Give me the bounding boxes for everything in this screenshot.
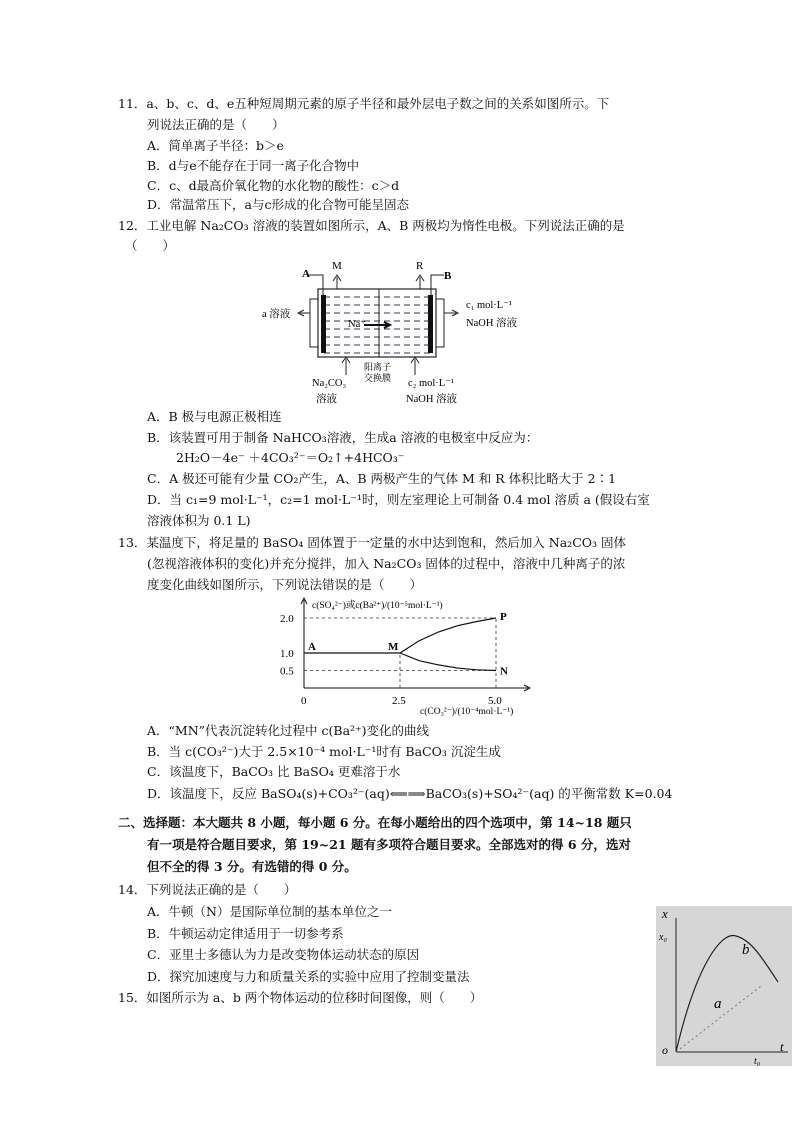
q14-option-c: C．亚里士多德认为力是改变物体运动状态的原因 (147, 947, 420, 962)
q13-option-d: D．该温度下，反应 BaSO₄(s)+CO₃²⁻(aq)⟸⟹BaCO₃(s)+SO₄²⁻(aq) 的平衡常数 K=0.04 (147, 786, 673, 801)
y-tick-label: 0.5 (280, 665, 294, 678)
q11-option-c: C．c、d最高价氧化物的水化物的酸性：c＞d (147, 178, 400, 193)
label-a-line: a (714, 996, 722, 1012)
y-tick-label: 2.0 (280, 613, 294, 625)
q13-option-c: C．该温度下，BaCO₃ 比 BaSO₄ 更难溶于水 (147, 764, 401, 779)
label-origin: o (662, 1043, 668, 1057)
label-t0: t₀ (754, 1056, 761, 1067)
q11-option-d: D．常温常压下，a与c形成的化合物可能呈固态 (147, 197, 409, 212)
label-b-curve: b (742, 942, 750, 958)
label-naoh-in: NaOH 溶液 (406, 394, 458, 405)
label-membrane-2: 交换膜 (364, 373, 392, 383)
q11-stem-line1: 11．a、b、c、d、e五种短周期元素的原子半径和最外层电子数之间的关系如图所示。下 (118, 96, 610, 111)
label-na2co3: Na₂CO₃ (312, 378, 347, 389)
q13-option-a: A．“MN”代表沉淀转化过程中 c(Ba²⁺)变化的曲线 (147, 723, 430, 738)
q14-option-b: B．牛顿运动定律适用于一切参考系 (147, 926, 344, 941)
label-b: B (444, 270, 452, 282)
q14-stem: 14．下列说法正确的是（ ） (118, 882, 297, 897)
section2-line3: 但不全的得 3 分。有选错的得 0 分。 (147, 859, 357, 874)
label-solution: 溶液 (316, 394, 337, 405)
q12-stem-line1: 12．工业电解 Na₂CO₃ 溶液的装置如图所示，A、B 两极均为惰性电极。下列说法正确的是 (118, 218, 625, 233)
series-mp (400, 618, 496, 653)
electrode-b (428, 295, 433, 353)
x-tick-label: 5.0 (488, 695, 502, 707)
q11-option-b: B．d与e不能存在于同一离子化合物中 (147, 158, 360, 173)
section2-line1: 二、选择题：本大题共 8 小题，每小题 6 分。在每小题给出的四个选项中，第 14~18 题只 (118, 815, 632, 830)
displacement-time-figure (656, 906, 792, 1066)
q12-option-d-line1: D．当 c₁=9 mol·L⁻¹，c₂=1 mol·L⁻¹时，则左室理论上可制备 0.4 mol 溶质 a (假设右室 (147, 492, 650, 507)
q12-stem-line2: （ ） (125, 238, 176, 253)
y-tick-label: 1.0 (280, 648, 294, 660)
label-r: R (416, 260, 424, 272)
q14-option-d: D．探究加速度与力和质量关系的实验中应用了控制变量法 (147, 969, 470, 984)
label-naoh-out: NaOH 溶液 (466, 318, 518, 329)
point-label-a: A (308, 641, 316, 653)
x-axis-label: c(CO₃²⁻)/(10⁻⁴mol·L⁻¹) (420, 707, 514, 717)
q15-stem: 15．如图所示为 a、b 两个物体运动的位移时间图像，则（ ） (118, 990, 483, 1005)
q13-stem-line3: 度变化曲线如图所示，下列说法错误的是（ ） (147, 577, 423, 592)
q14-option-a: A．牛顿（N）是国际单位制的基本单位之一 (147, 904, 392, 919)
label-m: M (332, 260, 342, 272)
label-a: A (302, 268, 310, 280)
y-axis-label: c(SO₄²⁻)或c(Ba²⁺)/(10⁻⁵mol·L⁻¹) (312, 601, 443, 611)
label-c2: c₂ mol·L⁻¹ (408, 378, 454, 389)
series-mn (400, 653, 496, 671)
label-x0: x₀ (659, 932, 667, 943)
point-label-m: M (388, 641, 399, 653)
q12-option-a: A．B 极与电源正极相连 (147, 409, 282, 424)
concentration-chart (278, 596, 540, 718)
q11-stem-line2: 列说法正确的是（ ） (147, 117, 285, 132)
point-label-p: P (500, 611, 507, 623)
label-membrane-1: 阳离子 (364, 362, 392, 372)
q11-option-a: A．简单离子半径：b＞e (147, 138, 284, 153)
label-x: x (662, 906, 668, 921)
electrolysis-diagram (260, 255, 518, 407)
label-a-solution: a 溶液 (262, 309, 291, 320)
x-tick-label: 0 (301, 695, 307, 707)
q13-option-b: B．当 c(CO₃²⁻)大于 2.5×10⁻⁴ mol·L⁻¹时有 BaCO₃ 沉淀生成 (147, 744, 501, 759)
tank (318, 289, 436, 357)
electrode-a (321, 295, 326, 353)
label-t: t (780, 1039, 784, 1054)
q12-option-b-line1: B．该装置可用于制备 NaHCO₃溶液，生成a 溶液的电极室中反应为： (147, 430, 539, 445)
label-na-ion: Na⁺ (348, 319, 366, 330)
q13-stem-line2: (忽视溶液体积的变化)并充分搅拌，加入 Na₂CO₃ 固体的过程中，溶液中几种离子的浓 (147, 556, 626, 571)
x-tick-label: 2.5 (392, 695, 406, 707)
q13-stem-line1: 13．某温度下，将足量的 BaSO₄ 固体置于一定量的水中达到饱和，然后加入 Na₂CO₃ 固体 (118, 535, 626, 550)
q12-option-b-equation: 2H₂O－4e⁻ ＋4CO₃²⁻＝O₂↑+4HCO₃⁻ (176, 450, 405, 465)
q12-option-c: C．A 极还可能有少量 CO₂产生，A、B 两极产生的气体 M 和 R 体积比略大于 2∶1 (147, 471, 617, 486)
point-label-n: N (500, 665, 508, 678)
section2-line2: 有一项是符合题目要求，第 19~21 题有多项符合题目要求。全部选对的得 6 分，选对 (147, 837, 631, 852)
q12-option-d-line2: 溶液体积为 0.1 L) (147, 513, 251, 528)
label-c1: c₁ mol·L⁻¹ (466, 300, 512, 311)
